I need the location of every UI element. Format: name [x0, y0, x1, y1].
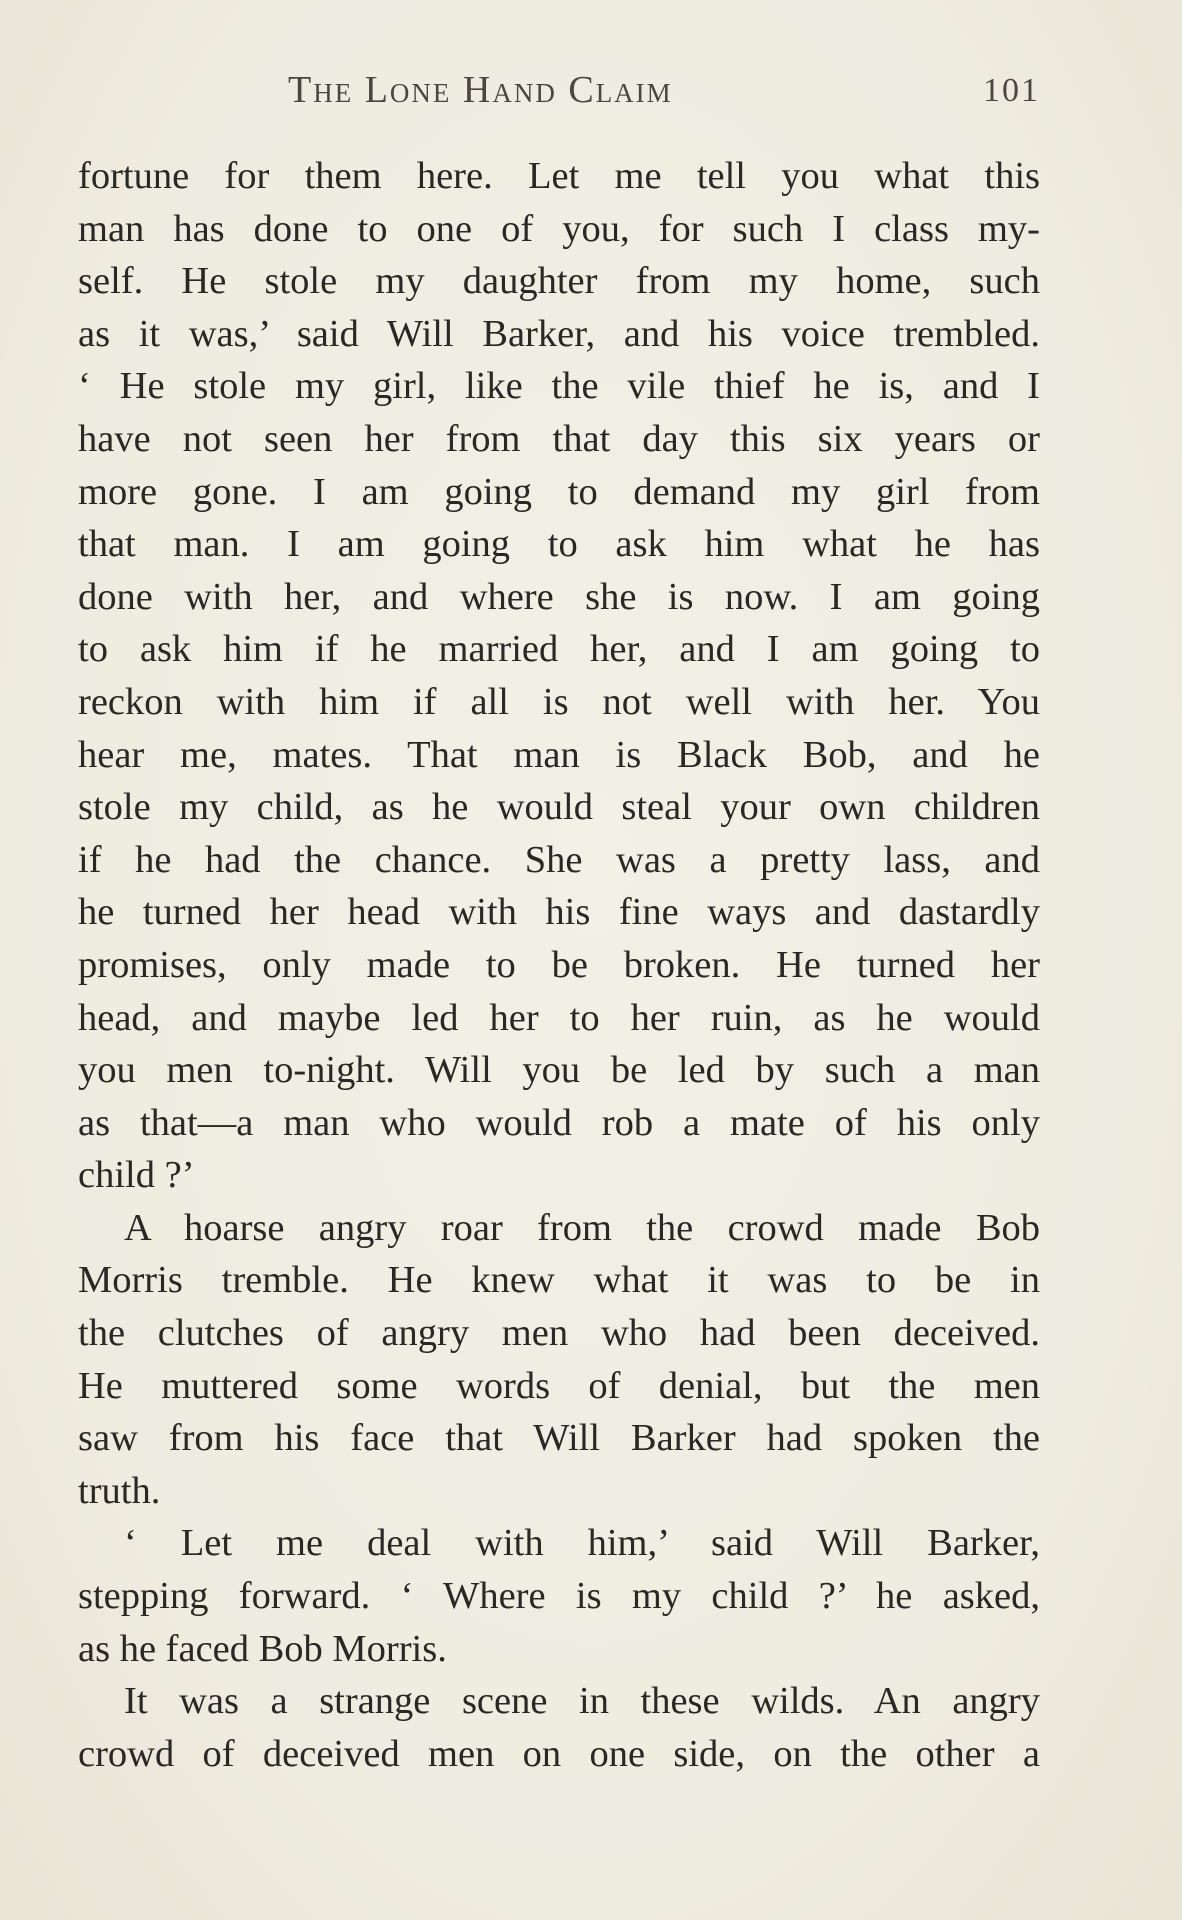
paragraph-end-line: truth. [78, 1469, 161, 1512]
text-line: man has done to one of you, for such I class my- [78, 207, 1040, 250]
paragraph-end-line: as he faced Bob Morris. [78, 1627, 447, 1670]
text-line: He muttered some words of denial, but the men [78, 1364, 1040, 1407]
text-line: fortune for them here. Let me tell you what this [78, 155, 1040, 197]
body-text [78, 150, 1040, 1780]
paragraph-end-line: child ?’ [78, 1154, 195, 1197]
text-line: ‘ He stole my girl, like the vile thief he is, and I [78, 365, 1040, 408]
text-line: stepping forward. ‘ Where is my child ?’ he asked, [78, 1575, 1040, 1618]
text-line: you men to-night. Will you be led by such a man [78, 1049, 1040, 1092]
text-line: if he had the chance. She was a pretty lass, and [78, 838, 1040, 881]
text-line: head, and maybe led her to her ruin, as he would [78, 996, 1040, 1039]
running-head [78, 68, 1040, 118]
paragraph-start-line: A hoarse angry roar from the crowd made Bob [124, 1206, 1040, 1249]
text-line: he turned her head with his fine ways and dastardly [78, 891, 1040, 934]
text-line: saw from his face that Will Barker had spoken the [78, 1417, 1040, 1460]
text-line: promises, only made to be broken. He turned her [78, 943, 1040, 986]
text-line: have not seen her from that day this six years or [78, 417, 1040, 460]
text-line: that man. I am going to ask him what he has [78, 523, 1040, 566]
text-line: the clutches of angry men who had been deceived. [78, 1312, 1040, 1355]
text-line: more gone. I am going to demand my girl from [78, 470, 1040, 513]
text-line: hear me, mates. That man is Black Bob, and he [78, 733, 1040, 776]
text-line: as it was,’ said Will Barker, and his voice trembled. [78, 312, 1040, 355]
paragraph-start-line: ‘ Let me deal with him,’ said Will Barker, [124, 1522, 1040, 1565]
text-line: stole my child, as he would steal your own children [78, 786, 1040, 829]
text-line: self. He stole my daughter from my home, such [78, 260, 1040, 303]
page-number: 101 [983, 72, 1040, 109]
text-line: to ask him if he married her, and I am going to [78, 628, 1040, 671]
text-line: Morris tremble. He knew what it was to be in [78, 1259, 1040, 1302]
text-line: crowd of deceived men on one side, on the other a [78, 1732, 1040, 1775]
running-title: The Lone Hand Claim [288, 69, 673, 111]
text-line: reckon with him if all is not well with her. You [78, 680, 1040, 723]
text-line: as that—a man who would rob a mate of his only [78, 1101, 1040, 1144]
text-line: done with her, and where she is now. I am going [78, 575, 1040, 618]
paragraph-start-line: It was a strange scene in these wilds. An angry [124, 1680, 1040, 1723]
